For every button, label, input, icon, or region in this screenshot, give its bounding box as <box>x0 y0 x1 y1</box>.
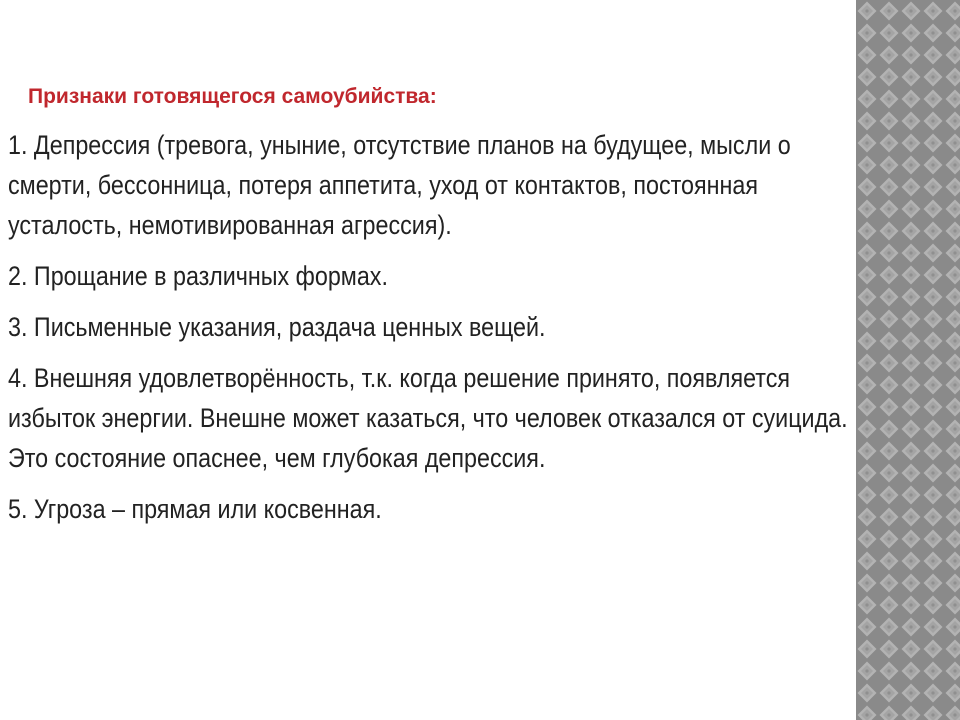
diamond-pattern <box>856 0 960 720</box>
list-item-4: 4. Внешняя удовлетворённость, т.к. когда решение принято, появляется избыток энергии. Внешне может казаться, что человек отказался от суицида. Это состояние опаснее, чем глубокая депрессия. <box>8 363 848 473</box>
slide-title: Признаки готовящегося самоубийства: <box>28 85 437 108</box>
list-item-1: 1. Депрессия (тревога, уныние, отсутствие планов на будущее, мысли о смерти, бессонница, потеря аппетита, уход от контактов, постоянная усталость, немотивированная агрессия). <box>8 130 791 240</box>
list-item-5: 5. Угроза – прямая или косвенная. <box>8 494 382 524</box>
list-item-3: 3. Письменные указания, раздача ценных вещей. <box>8 312 546 342</box>
signs-list <box>8 125 854 540</box>
decorative-pattern-strip <box>856 0 960 720</box>
list-item-2: 2. Прощание в различных формах. <box>8 261 388 291</box>
